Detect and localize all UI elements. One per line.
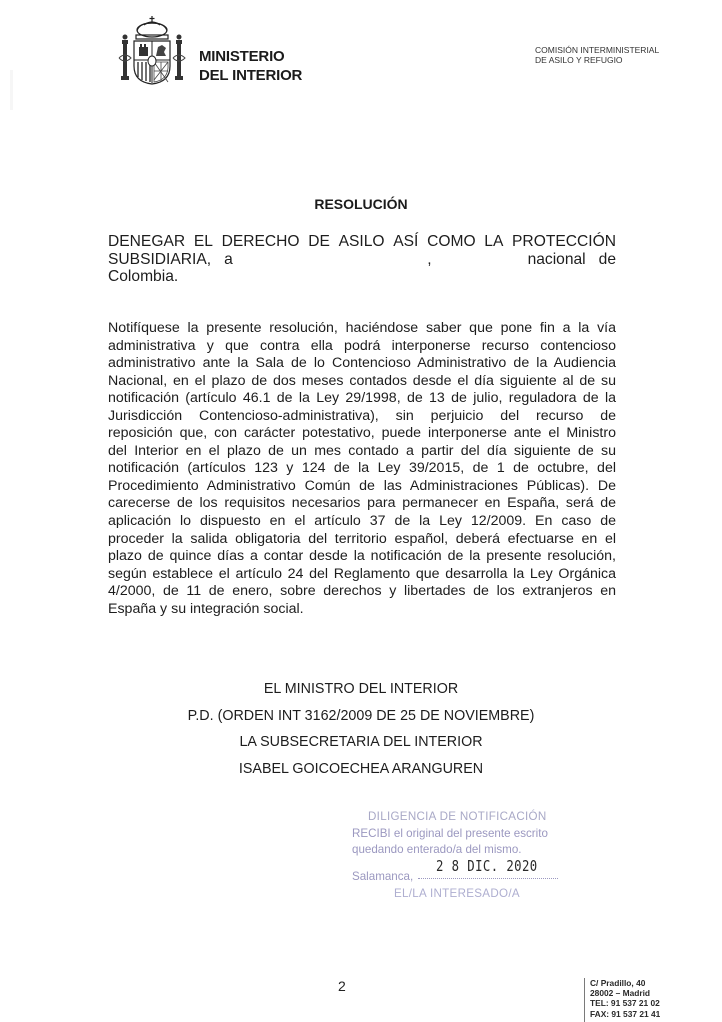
commission-line: DE ASILO Y REFUGIO <box>535 55 623 65</box>
paragraph-line: administrativa y que contra ella podrá interponerse recurso contencioso <box>108 337 616 354</box>
stamp-heading: DILIGENCIA DE NOTIFICACIÓN <box>368 810 547 823</box>
paragraph-line: notificación (artículo 46.1 de la Ley 29/1998, de 13 de julio, reguladora de la <box>108 390 616 407</box>
ministry-line: DEL INTERIOR <box>199 67 303 84</box>
page-number: 2 <box>338 978 346 994</box>
address-line: 28002 – Madrid <box>590 988 651 999</box>
resolution-line: Colombia. <box>108 268 179 285</box>
paragraph-line: España y su integración social. <box>108 600 304 617</box>
resolution-line <box>108 233 616 251</box>
commission-name <box>535 45 659 65</box>
paragraph-line: reposición que, con carácter potestativo, puede interponerse ante el Ministro <box>108 425 616 442</box>
address-line: TEL: 91 537 21 02 <box>590 998 660 1009</box>
signature-line: LA SUBSECRETARIA DEL INTERIOR <box>239 734 483 750</box>
paragraph-line: Procedimiento Administrativo Común de las Administraciones Públicas). De <box>108 477 616 494</box>
signature-line: P.D. (ORDEN INT 3162/2009 DE 25 DE NOVIEMBRE) <box>187 707 535 724</box>
paragraph-line: plazo de quince días a contar desde la notificación de la presente resolución, <box>108 548 616 565</box>
paragraph-line: notificación (artículos 123 y 124 de la Ley 39/2015, de 1 de octubre, del <box>108 460 616 477</box>
scan-edge-mark <box>10 70 13 110</box>
resolution-statement <box>108 233 616 286</box>
notification-paragraph <box>108 320 616 618</box>
address-line: C/ Pradillo, 40 <box>590 978 646 988</box>
paragraph-line: 4/2000, de 11 de enero, sobre derechos y libertades de los extranjeros en <box>108 583 616 600</box>
paragraph-line: carecerse de los requisitos necesarios para permanecer en España, será de <box>108 495 616 512</box>
document-title: RESOLUCIÓN <box>314 196 408 212</box>
resolution-nationality: nacional de <box>527 250 616 268</box>
redacted-comma: , <box>427 250 432 268</box>
stamp-informed-line: quedando enterado/a del mismo. <box>352 843 522 856</box>
stamp-date: 2 8 DIC. 2020 <box>436 857 538 875</box>
resolution-subsidiaria: SUBSIDIARIA, a <box>108 250 233 268</box>
stamp-footer: EL/LA INTERESADO/A <box>394 887 520 900</box>
commission-line: COMISIÓN INTERMINISTERIAL <box>535 45 660 55</box>
resolution-word: DERECHO <box>221 233 300 250</box>
ministry-name <box>199 47 302 85</box>
resolution-word: EL <box>193 233 213 250</box>
address-line: FAX: 91 537 21 41 <box>590 1008 661 1019</box>
resolution-word: DE <box>308 233 330 250</box>
ministry-line: MINISTERIO <box>199 48 285 65</box>
resolution-word: LA <box>484 233 504 250</box>
signature-block <box>0 681 722 787</box>
resolution-word: ASÍ <box>393 233 419 250</box>
paragraph-line: administrativo ante la Sala de lo Contencioso Administrativo de la Audiencia <box>108 355 616 372</box>
paragraph-line: según establece el artículo 24 del Reglamento que desarrolla la Ley Orgánica <box>108 565 616 582</box>
paragraph-line: Jurisdicción Contencioso-administrativa), sin perjuicio del recurso de <box>108 407 616 424</box>
resolution-word: PROTECCIÓN <box>512 233 616 250</box>
paragraph-line: proceder la salida obligatoria del territorio español, deberá efectuarse en el <box>108 530 616 547</box>
address-block <box>584 978 660 1022</box>
signature-line: EL MINISTRO DEL INTERIOR <box>263 681 459 697</box>
stamp-received-line: RECIBI el original del presente escrito <box>352 827 548 840</box>
resolution-word: COMO <box>427 233 476 250</box>
resolution-word: DENEGAR <box>108 233 186 250</box>
redacted-name-area <box>233 251 528 269</box>
paragraph-line: del Interior en el plazo de un mes contado a partir del día siguiente de su <box>108 442 616 459</box>
signature-line: ISABEL GOICOECHEA ARANGUREN <box>238 760 484 777</box>
notification-stamp <box>350 810 565 902</box>
paragraph-line: aplicación lo dispuesto en el artículo 37 de la Ley 12/2009. En caso de <box>108 513 616 530</box>
stamp-place: Salamanca, <box>352 870 414 883</box>
resolution-word: ASILO <box>338 233 385 250</box>
paragraph-line: Nacional, en el plazo de dos meses contados desde el día siguiente al de su <box>108 372 616 389</box>
coat-of-arms-logo <box>117 14 187 86</box>
paragraph-line: Notifíquese la presente resolución, haciéndose saber que pone fin a la vía <box>108 320 616 336</box>
resolution-line <box>108 251 616 269</box>
